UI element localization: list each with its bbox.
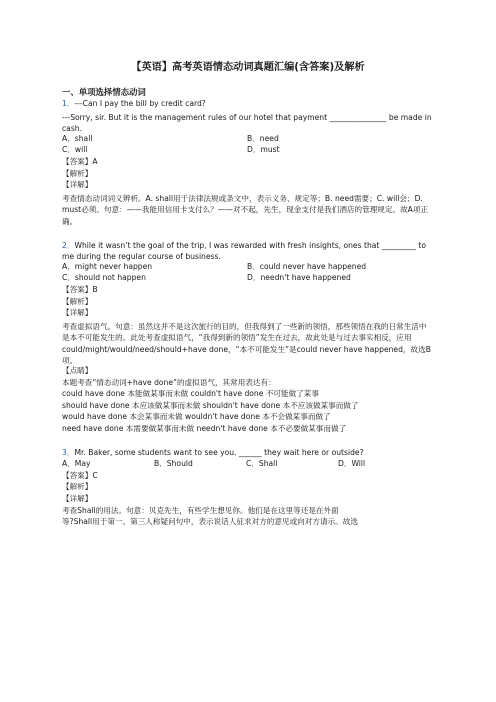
tip-intro: 本题考查“情态动词+have done”的虚拟语气，其常用表达有： [62,377,276,387]
spacer [62,228,434,240]
option-b: B．need [247,133,279,143]
option-a: A．might never happen [62,261,153,271]
question-3-explanation: 考查Shall的用法。句意：贝克先生，有些学生想见你。他们是在这里等还是在外面 [62,505,339,515]
option-c: C．Shall [246,459,278,469]
tip-label: 【点睛】 [62,366,93,376]
question-number: 2． [62,240,75,250]
analysis-label: 【解析】 [62,296,93,306]
tip-line: could have done 本能做某事而未做 couldn't have done 不可能做了某事 [62,389,319,399]
option-a: A．shall [62,133,93,143]
answer-label: 【答案】A [62,156,98,166]
question-3-stem: 3．Mr. Baker, some students want to see you. ______ they wait here or outside? [62,447,364,457]
section-heading: 一、单项选择情态动词 [62,87,146,97]
tip-line: should have done 本应该做某事而未做 shouldn't have done 本不应该做某事而做了 [62,400,359,410]
analysis-label: 【解析】 [62,168,93,178]
tip-line: need have done 本需要做某事而未做 needn't have done 本不必要做某事而做了 [62,424,347,434]
detail-label: 【详解】 [62,180,93,190]
option-a: A．May [62,459,91,469]
tip-line: would have done 本会某事而未做 wouldn't have done 本不会做某事而做了 [62,412,331,422]
detail-label: 【详解】 [62,494,93,503]
option-b: B．could never have happened [247,261,367,271]
document-title: 【英语】高考英语情态动词真题汇编(含答案)及解析 [131,62,365,73]
analysis-label: 【解析】 [62,482,93,492]
question-2-stem: 2．While it wasn’t the goal of the trip, I was rewarded with fresh insights, ones that _________ to me during the regular course of business. [62,240,427,262]
question-1-options-row [62,146,434,158]
question-number: 3． [62,447,75,457]
document-body [62,100,434,530]
option-c: C．will [62,145,88,155]
detail-label: 【详解】 [62,308,93,318]
question-3-explanation-cont: 等?Shall用于第一、第三人称疑问句中，表示说话人征求对方的意见或向对方请示。故选 [62,517,358,527]
option-d: D．needn't have happened [247,273,351,283]
option-c: C．should not happen [62,273,146,283]
question-number: 1． [62,99,75,108]
question-1-explanation: 考查情态动词词义辨析。A. shall用于法律法规或条文中，表示义务、规定等；B. need需要；C. will会；D. must必须。句意：——我能用信用卡支付么？——对不起，先生，现金支付是我们酒店的管理规定。故A项正确。 [62,193,429,226]
answer-label: 【答案】B [62,284,98,294]
question-2-options-row [62,274,434,286]
option-b: B．Should [154,459,193,469]
question-1-stem: 1．---Can I pay the bill by credit card? [62,99,206,108]
question-1-stem-cont: ---Sorry, sir. But it is the management rules of our hotel that payment _______________ be made in cash. [62,112,432,134]
question-2-explanation: 考查虚拟语气。句意：虽然这并不是这次旅行的目的，但我得到了一些新的领悟，那些领悟在我的日常生活中是本不可能发生的。此处考查虚拟语气，“我得到新的领悟”发生在过去，故此处是与过去事实相反，应用could/might/would/need/should+have done，“本不可能发生”是could never have happened，故选B项。 [62,321,431,366]
option-d: D．must [247,145,280,155]
option-d: D．Will [338,459,366,469]
answer-label: 【答案】C [62,470,98,480]
question-3-options-row [62,460,434,472]
